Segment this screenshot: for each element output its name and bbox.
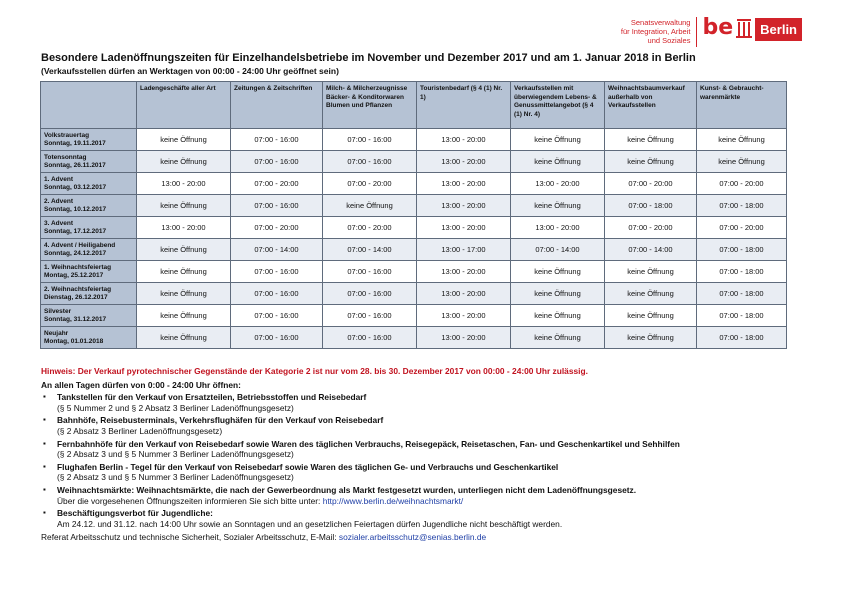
table-cell: keine Öffnung: [137, 305, 231, 327]
table-cell: keine Öffnung: [137, 195, 231, 217]
table-cell: 07:00 - 16:00: [323, 129, 417, 151]
table-row: [41, 239, 787, 261]
bullet-icon: ▪: [43, 484, 46, 494]
all-days-lead: An allen Tagen dürfen von 0:00 - 24:00 Uhr öffnen:: [41, 379, 241, 390]
table-cell: 07:00 - 20:00: [605, 173, 697, 195]
table-cell: 13:00 - 20:00: [511, 217, 605, 239]
logo-org-text: [621, 18, 691, 45]
table-cell: 13:00 - 17:00: [417, 239, 511, 261]
bullet-icon: ▪: [43, 461, 46, 471]
table-cell: 07:00 - 18:00: [697, 327, 787, 349]
row-day-name: 2. Advent: [44, 197, 74, 205]
table-cell: 13:00 - 20:00: [137, 173, 231, 195]
table-cell: 07:00 - 14:00: [231, 239, 323, 261]
table-cell: 07:00 - 20:00: [323, 217, 417, 239]
list-item-reference: (§ 2 Absatz 3 Berliner Ladenöffnungsgesetz): [57, 425, 223, 436]
table-cell: 07:00 - 16:00: [231, 305, 323, 327]
row-date: Montag, 01.01.2018: [44, 337, 104, 345]
table-cell: keine Öffnung: [605, 327, 697, 349]
brandenburg-gate-icon: [736, 16, 752, 38]
list-item-title: Tankstellen für den Verkauf von Ersatzteilen, Betriebsstoffen und Reisebedarf: [57, 392, 367, 403]
pyrotechnics-hint: Hinweis: Der Verkauf pyrotechnischer Gegenstände der Kategorie 2 ist nur vom 28. bis 30. Dezember 2017 von 00:00 - 24:00 Uhr zulässig.: [41, 366, 588, 376]
opening-hours-table: [40, 81, 787, 349]
table-cell: 07:00 - 16:00: [231, 129, 323, 151]
list-item: [41, 439, 801, 460]
row-date: Sonntag, 10.12.2017: [44, 205, 107, 213]
table-cell: 07:00 - 16:00: [231, 261, 323, 283]
list-item: [41, 508, 801, 529]
list-item-title: Fernbahnhöfe für den Verkauf von Reisebedarf sowie Waren des täglichen Verbrauchs, Reisegepäck, Reisetaschen, Fan- und Geschenkartikel und Sehhilfen: [57, 438, 680, 449]
table-cell: 13:00 - 20:00: [417, 283, 511, 305]
table-cell: 07:00 - 16:00: [231, 151, 323, 173]
row-date: Sonntag, 17.12.2017: [44, 227, 107, 235]
row-date: Sonntag, 26.11.2017: [44, 161, 106, 169]
row-date: Sonntag, 19.11.2017: [44, 139, 106, 147]
row-day-name: 1. Weihnachtsfeiertag: [44, 263, 112, 271]
table-cell: keine Öffnung: [137, 261, 231, 283]
logo-org-line: und Soziales: [647, 36, 691, 45]
logo-be: be: [702, 15, 734, 40]
row-header: [41, 173, 137, 195]
table-row: [41, 217, 787, 239]
table-cell: keine Öffnung: [137, 283, 231, 305]
footer: [41, 532, 801, 543]
bullet-icon: ▪: [43, 415, 46, 425]
table-cell: keine Öffnung: [697, 151, 787, 173]
table-cell: keine Öffnung: [511, 261, 605, 283]
table-cell: keine Öffnung: [605, 305, 697, 327]
table-cell: keine Öffnung: [511, 151, 605, 173]
list-item: [41, 392, 801, 413]
row-day-name: Neujahr: [44, 329, 69, 337]
table-cell: keine Öffnung: [511, 129, 605, 151]
christmas-markets-info: [57, 496, 801, 507]
christmas-markets-title: Weihnachtsmärkte: Weihnachtsmärkte, die nach der Gewerbeordnung als Markt festgesetzt wurden, unterliegen nicht dem Ladenöffnungsgesetz.: [57, 484, 637, 495]
notes-section: [41, 366, 801, 543]
row-day-name: 1. Advent: [44, 175, 74, 183]
table-cell: 13:00 - 20:00: [417, 261, 511, 283]
column-header: Ladengeschäfte aller Art: [137, 82, 231, 129]
page-title: Besondere Ladenöffnungszeiten für Einzelhandelsbetriebe im November und Dezember 2017 und am 1. Januar 2018 in Berlin: [41, 52, 696, 64]
table-cell: 07:00 - 16:00: [323, 261, 417, 283]
christmas-markets-text: Über die vorgesehenen Öffnungszeiten informieren Sie sich bitte unter:: [57, 495, 321, 506]
table-cell: 07:00 - 20:00: [231, 217, 323, 239]
row-header: [41, 327, 137, 349]
list-item: [41, 462, 801, 483]
bullet-icon: ▪: [43, 438, 46, 448]
column-header: Weihnachtsbaumverkauf außerhalb von Verkaufsstellen: [605, 82, 697, 129]
row-header: [41, 129, 137, 151]
column-header: Verkaufsstellen mit überwiegendem Lebens- & Genussmittelangebot (§ 4 (1) Nr. 4): [511, 82, 605, 129]
footer-email-link[interactable]: sozialer.arbeitsschutz@senias.berlin.de: [338, 532, 487, 543]
table-cell: keine Öffnung: [511, 327, 605, 349]
youth-ban-title: Beschäftigungsverbot für Jugendliche:: [57, 508, 213, 519]
table-cell: 07:00 - 16:00: [323, 305, 417, 327]
table-row: [41, 261, 787, 283]
christmas-markets-link[interactable]: http://www.berlin.de/weihnachtsmarkt/: [322, 495, 464, 506]
table-cell: 07:00 - 20:00: [697, 173, 787, 195]
table-cell: keine Öffnung: [605, 283, 697, 305]
column-header: Zeitungen & Zeitschriften: [231, 82, 323, 129]
bullet-icon: ▪: [43, 508, 46, 518]
table-cell: keine Öffnung: [323, 195, 417, 217]
row-header: [41, 217, 137, 239]
table-cell: 13:00 - 20:00: [417, 173, 511, 195]
table-cell: 13:00 - 20:00: [417, 327, 511, 349]
table-cell: 07:00 - 14:00: [323, 239, 417, 261]
footer-text: Referat Arbeitsschutz und technische Sicherheit, Sozialer Arbeitsschutz, E-Mail:: [41, 532, 337, 543]
bullet-icon: ▪: [43, 392, 46, 402]
table-cell: keine Öffnung: [137, 151, 231, 173]
logo-berlin: Berlin: [755, 18, 802, 41]
row-day-name: 2. Weihnachtsfeiertag: [44, 285, 112, 293]
row-day-name: 4. Advent / Heiligabend: [44, 241, 116, 249]
list-item-title: Bahnhöfe, Reisebusterminals, Verkehrsflughäfen für den Verkauf von Reisebedarf: [57, 415, 384, 426]
row-header: [41, 283, 137, 305]
table-cell: 13:00 - 20:00: [137, 217, 231, 239]
column-header: Milch- & Milcherzeugnisse Bäcker- & Konditorwaren Blumen und Pflanzen: [323, 82, 417, 129]
table-cell: keine Öffnung: [137, 327, 231, 349]
table-cell: 13:00 - 20:00: [417, 195, 511, 217]
list-item-reference: (§ 2 Absatz 3 und § 5 Nummer 3 Berliner Ladenöffnungsgesetz): [57, 449, 294, 460]
table-cell: 13:00 - 20:00: [417, 151, 511, 173]
table-row: [41, 129, 787, 151]
table-cell: 07:00 - 20:00: [605, 217, 697, 239]
list-item: [41, 415, 801, 436]
table-cell: 07:00 - 18:00: [697, 305, 787, 327]
table-cell: keine Öffnung: [511, 305, 605, 327]
row-date: Sonntag, 03.12.2017: [44, 183, 107, 191]
page-subtitle: (Verkaufsstellen dürfen an Werktagen von 00:00 - 24:00 Uhr geöffnet sein): [41, 66, 339, 76]
table-cell: 07:00 - 18:00: [697, 261, 787, 283]
table-row: [41, 173, 787, 195]
list-item-reference: (§ 2 Absatz 3 und § 5 Nummer 3 Berliner Ladenöffnungsgesetz): [57, 472, 294, 483]
table-cell: 07:00 - 20:00: [697, 217, 787, 239]
table-cell: keine Öffnung: [697, 129, 787, 151]
table-cell: 07:00 - 16:00: [323, 327, 417, 349]
row-day-name: Silvester: [44, 307, 72, 315]
table-cell: 13:00 - 20:00: [511, 173, 605, 195]
table-cell: 13:00 - 20:00: [417, 217, 511, 239]
row-date: Montag, 25.12.2017: [44, 271, 104, 279]
table-cell: 07:00 - 16:00: [323, 151, 417, 173]
table-row: [41, 283, 787, 305]
table-cell: 07:00 - 16:00: [231, 195, 323, 217]
row-date: Sonntag, 31.12.2017: [44, 315, 107, 323]
berlin-logo: [621, 14, 802, 47]
table-cell: 07:00 - 20:00: [231, 173, 323, 195]
table-cell: 07:00 - 18:00: [697, 239, 787, 261]
column-header: Touristenbedarf (§ 4 (1) Nr. 1): [417, 82, 511, 129]
table-row: [41, 195, 787, 217]
row-day-name: Totensonntag: [44, 153, 87, 161]
list-item-title: Flughafen Berlin - Tegel für den Verkauf von Reisebedarf sowie Waren des täglichen Ge- und Verbrauchs und Geschenkartikel: [57, 461, 559, 472]
table-cell: keine Öffnung: [511, 195, 605, 217]
table-row: [41, 305, 787, 327]
table-cell: keine Öffnung: [605, 151, 697, 173]
table-cell: keine Öffnung: [137, 129, 231, 151]
table-cell: 07:00 - 18:00: [697, 283, 787, 305]
table-cell: keine Öffnung: [605, 261, 697, 283]
table-cell: keine Öffnung: [137, 239, 231, 261]
table-cell: 13:00 - 20:00: [417, 129, 511, 151]
row-date: Dienstag, 26.12.2017: [44, 293, 108, 301]
table-cell: 07:00 - 18:00: [605, 195, 697, 217]
row-header: [41, 151, 137, 173]
list-item-reference: (§ 5 Nummer 2 und § 2 Absatz 3 Berliner Ladenöffnungsgesetz): [57, 402, 294, 413]
logo-separator: [696, 17, 697, 47]
row-header: [41, 239, 137, 261]
row-day-name: Volkstrauertag: [44, 131, 90, 139]
row-day-name: 3. Advent: [44, 219, 74, 227]
table-row: [41, 327, 787, 349]
row-date: Sonntag, 24.12.2017: [44, 249, 107, 257]
table-cell: 07:00 - 16:00: [231, 283, 323, 305]
exception-list: [41, 392, 801, 529]
list-item: [41, 485, 801, 506]
table-cell: 13:00 - 20:00: [417, 305, 511, 327]
table-header-row: [41, 82, 787, 129]
youth-ban-text: Am 24.12. und 31.12. nach 14:00 Uhr sowie an Sonntagen und an gesetzlichen Feiertagen dürfen Jugendliche nicht beschäftigt werden.: [57, 518, 563, 529]
table-cell: 07:00 - 18:00: [697, 195, 787, 217]
row-header: [41, 195, 137, 217]
table-cell: 07:00 - 16:00: [231, 327, 323, 349]
table-cell: 07:00 - 14:00: [605, 239, 697, 261]
column-header: Kunst- & Gebraucht-warenmärkte: [697, 82, 787, 129]
table-cell: 07:00 - 14:00: [511, 239, 605, 261]
logo-org-line: für Integration, Arbeit: [620, 27, 691, 36]
table-cell: 07:00 - 20:00: [323, 173, 417, 195]
table-header-corner: [41, 82, 137, 129]
row-header: [41, 261, 137, 283]
table-cell: 07:00 - 16:00: [323, 283, 417, 305]
row-header: [41, 305, 137, 327]
table-row: [41, 151, 787, 173]
table-cell: keine Öffnung: [511, 283, 605, 305]
logo-org-line: Senatsverwaltung: [630, 18, 691, 27]
table-cell: keine Öffnung: [605, 129, 697, 151]
